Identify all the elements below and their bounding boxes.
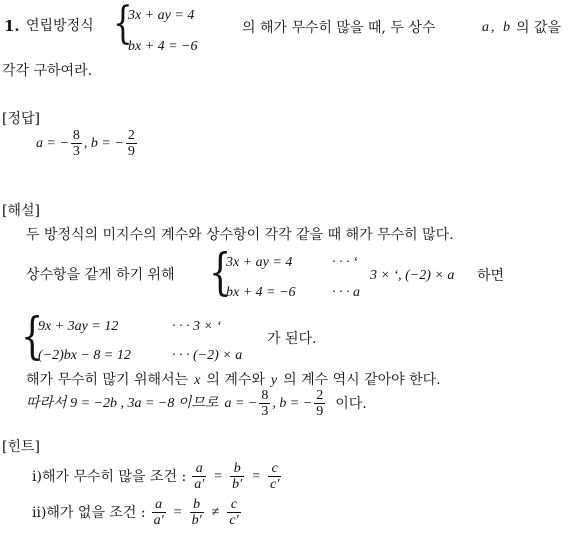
answer-a-den: 3	[72, 144, 80, 160]
answer-b-num: 2	[127, 128, 135, 143]
system1-brace: {	[209, 243, 232, 301]
hint-item1-c: c	[271, 461, 278, 476]
system2-eq2: (−2)bx − 8 = 12	[38, 348, 131, 363]
system2-tag1: · · · 3 × ‘	[172, 319, 222, 334]
hint-item1-b: b	[233, 461, 241, 476]
solution-line4-b: 의 계수와	[206, 372, 265, 388]
hint-item1-a: a	[195, 461, 203, 476]
hint-item1-b2: b′	[232, 477, 243, 493]
problem-eq2: bx + 4 = −6	[128, 39, 198, 54]
solution-line5-aden: 3	[261, 404, 269, 420]
system2-eq1: 9x + 3ay = 12	[38, 319, 119, 334]
hint-item2-frac-a	[152, 497, 166, 529]
answer-a-num: 8	[72, 128, 80, 143]
solution-line4-a: 해가 무수히 많기 위해서는	[26, 372, 189, 388]
solution-line4-x: x	[194, 373, 201, 388]
answer-b-den: 9	[127, 144, 135, 160]
answer-formula	[36, 128, 139, 160]
problem-lead: 연립방정식	[26, 18, 94, 34]
system1-tag1: · · · ‘	[332, 255, 358, 270]
hint-item1-frac-b	[230, 461, 244, 493]
solution-line4	[26, 373, 441, 388]
problem-tail2: 의 값을	[516, 20, 562, 36]
hint-heading: [힌트]	[2, 439, 40, 455]
solution-heading: [해설]	[2, 203, 40, 219]
hint-item1-c2: c′	[270, 477, 280, 493]
system2-tag2: · · · (−2) × a	[172, 348, 243, 363]
answer-a-fraction	[71, 128, 82, 160]
system1-eq2: bx + 4 = −6	[226, 285, 296, 300]
solution-line5-tail: 이다.	[335, 395, 367, 412]
answer-heading: [정답]	[2, 111, 40, 127]
solution-line4-c: 의 계수 역시 같아야 한다.	[283, 372, 441, 388]
hint-item-2	[32, 497, 243, 529]
answer-b-fraction	[126, 128, 137, 160]
system2-tail: 가 된다.	[267, 331, 317, 347]
hint-item2-frac-c	[227, 497, 240, 529]
hint-item2-b2: b′	[191, 513, 202, 529]
hint-item2-c: c	[230, 497, 238, 512]
hint-item2-a2: a′	[153, 513, 164, 529]
solution-line5-bden: 9	[316, 404, 324, 420]
answer-b-prefix: , b = −	[83, 135, 124, 151]
hint-item1-a2: a′	[194, 477, 205, 493]
hint-item2-neq: ≠	[211, 504, 220, 520]
system1-tag2: · · · a	[332, 285, 360, 300]
problem-line2: 각각 구하여라.	[2, 63, 93, 79]
hint-item2-label: ⅱ)해가 없을 조건 :	[32, 504, 146, 521]
solution-line5-apre: a = −	[224, 395, 258, 411]
solution-line5	[26, 388, 367, 420]
solution-line5-a-fraction	[259, 388, 270, 420]
hint-item1-frac-a	[192, 461, 206, 493]
system-brace: {	[113, 0, 133, 49]
system1-eq1: 3x + ay = 4	[226, 255, 293, 270]
problem-tail: 의 해가 무수히 많을 때, 두 상수	[242, 20, 436, 36]
hint-item1-eq1: =	[214, 468, 223, 484]
hint-item2-a: a	[155, 497, 163, 512]
hint-item1-frac-c	[268, 461, 281, 493]
hint-item1-eq2: =	[252, 468, 261, 484]
hint-item2-frac-b	[190, 497, 204, 529]
solution-line5-anum: 8	[261, 388, 269, 403]
problem-number: 1.	[4, 17, 20, 35]
problem-var-a: a	[482, 20, 489, 35]
hint-item-1	[32, 461, 283, 493]
solution-line5-b-fraction	[314, 388, 325, 420]
solution-line2-tail-text: 하면	[477, 268, 505, 284]
hint-item2-eq: =	[173, 504, 182, 520]
solution-line5-bnum: 2	[316, 388, 324, 403]
solution-line1: 두 방정식의 미지수의 계수와 상수항이 각각 같을 때 해가 무수히 많다.	[26, 227, 454, 243]
solution-line5-bpre: , b = −	[272, 395, 313, 411]
solution-line2-lead: 상수항을 같게 하기 위해	[26, 267, 175, 283]
solution-line4-y: y	[270, 373, 278, 388]
problem-comma: ,	[491, 20, 495, 35]
hint-item2-c2: c′	[229, 513, 239, 529]
solution-line5-a: 따라서 9 = −2b , 3a = −8 이므로	[26, 395, 219, 411]
problem-var-b: b	[503, 20, 510, 35]
hint-item2-b: b	[193, 497, 201, 512]
answer-a-prefix: a = −	[36, 135, 69, 151]
system2-brace: {	[21, 307, 44, 365]
problem-eq1: 3x + ay = 4	[128, 8, 195, 23]
hint-item1-label: ⅰ)해가 무수히 많을 조건 :	[32, 468, 187, 485]
solution-line2-tail-math: 3 × ‘, (−2) × a	[370, 268, 455, 283]
